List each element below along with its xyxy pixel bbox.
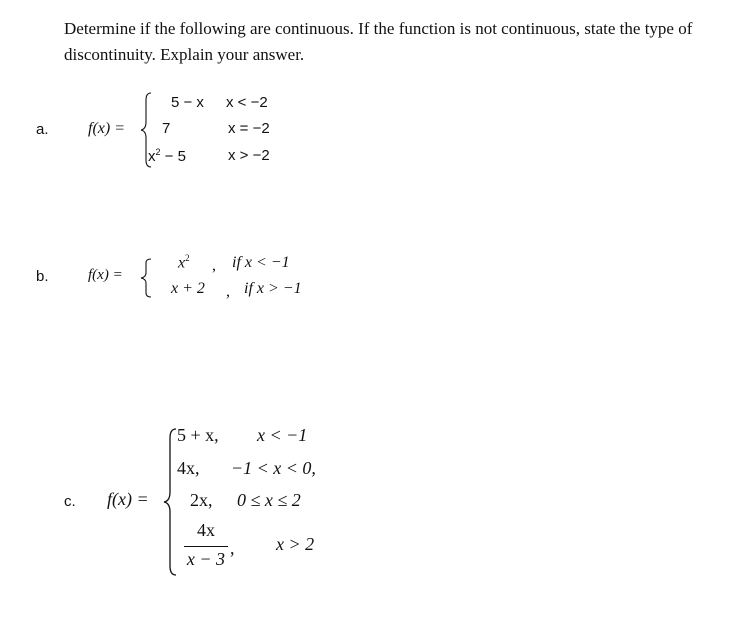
problem-a-row3-expr: $x^2 - 5$ [148, 147, 186, 165]
problem-a-row2-cond: x = −2 [228, 120, 270, 137]
problem-c-row4-denominator: x − 3 [186, 549, 226, 569]
problem-b-row2-cond: if x > −1 [244, 280, 302, 297]
problem-b-row1-comma: , [212, 257, 216, 274]
problem-b-row2-comma: , [226, 283, 230, 300]
problem-a-lhs: f(x) = [88, 120, 125, 137]
problem-a-label: a. [36, 121, 49, 138]
problem-b-label: b. [36, 268, 49, 285]
problem-c-row4-comma: , [230, 538, 235, 558]
problem-c-fraction-bar [184, 546, 228, 547]
problem-a-row1-cond: x < −2 [226, 94, 268, 111]
problem-c-row2-cond: −1 < x < 0, [231, 458, 316, 478]
problem-a-row3-cond: x > −2 [228, 147, 270, 164]
problem-b-row1-cond: if x < −1 [232, 254, 290, 271]
problem-c-brace [163, 428, 179, 576]
problem-c-row3-expr: 2x, [190, 490, 213, 510]
problem-a-row1-expr: 5 − x [171, 94, 204, 111]
problem-c-row1-cond: x < −1 [257, 425, 308, 445]
instruction-text: Determine if the following are continuous. If the function is not continuous, state the type of discontinuity. Explain your answer. [64, 19, 693, 64]
problem-b-brace [140, 258, 154, 298]
problem-c-label: c. [64, 493, 76, 510]
problem-c-row4-numerator: 4x [197, 520, 215, 540]
problem-c-row1-expr: 5 + x, [177, 425, 219, 445]
problem-b-row2-expr: x + 2 [171, 280, 205, 297]
problem-b-row1-expr: $x^2$ [178, 253, 190, 272]
problem-c-row2-expr: 4x, [177, 458, 200, 478]
problem-a-row2-expr: 7 [162, 120, 171, 137]
problem-c-lhs: f(x) = [107, 489, 149, 509]
problem-b-lhs: f(x) = [88, 267, 123, 283]
problem-c-row4-cond: x > 2 [276, 534, 315, 554]
problem-c-row3-cond: 0 ≤ x ≤ 2 [237, 490, 301, 510]
